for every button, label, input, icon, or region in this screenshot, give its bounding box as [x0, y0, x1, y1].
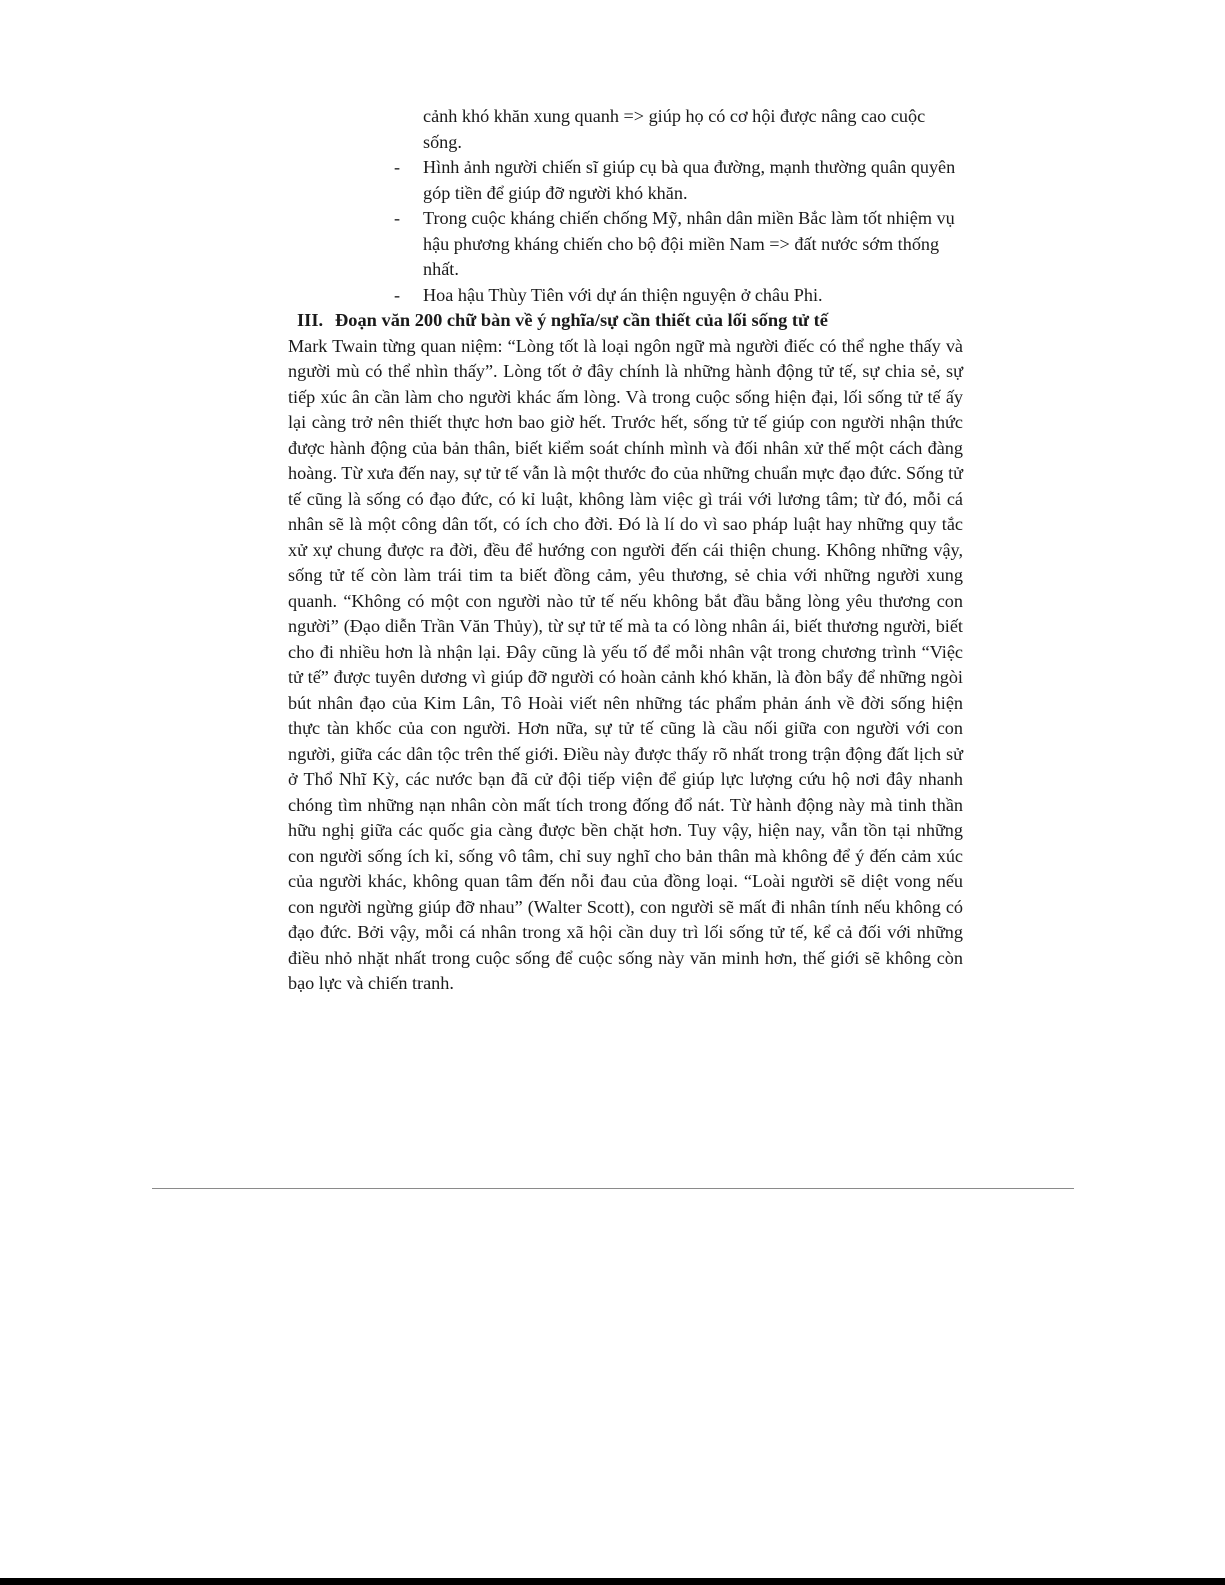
bullet-text: Hình ảnh người chiến sĩ giúp cụ bà qua đường, mạnh thường quân quyên góp tiền để giúp đỡ người khó khăn.	[423, 157, 956, 203]
section-number: III.	[297, 310, 324, 330]
bullet-item-resistance	[394, 206, 963, 283]
bullet-text: cảnh khó khăn xung quanh => giúp họ có cơ hội được nâng cao cuộc sống.	[423, 106, 926, 152]
bullet-dash: -	[394, 284, 401, 305]
bullet-dash: -	[394, 208, 401, 228]
example-bullet-list	[288, 104, 963, 308]
body-paragraph: Mark Twain từng quan niệm: “Lòng tốt là loại ngôn ngữ mà người điếc có thể nghe thấy và người mù có thể nhìn thấy”. Lòng tốt ở đây chính là những hành động tử tế, sự chia sẻ, sự tiếp xúc ân cần làm cho người khác ấm lòng. Và trong cuộc sống hiện đại, lối sống tử tế ấy lại càng trở nên thiết thực hơn bao giờ hết. Trước hết, sống tử tế giúp con người nhận thức được hành động của bản thân, biết kiểm soát chính mình và đối nhân xử thế một cách đàng hoàng. Từ xưa đến nay, sự tử tế vẫn là một thước đo của những chuẩn mực đạo đức. Sống tử tế cũng là sống có đạo đức, có kỉ luật, không làm việc gì trái với lương tâm; từ đó, mỗi cá nhân sẽ là một công dân tốt, có ích cho đời. Đó là lí do vì sao pháp luật hay những quy tắc xử xự chung được ra đời, đều để hướng con người đến cái thiện chung. Không những vậy, sống tử tế còn làm trái tim ta biết đồng cảm, yêu thương, sẻ chia với những người xung quanh. “Không có một con người nào tử tế nếu không bắt đầu bằng lòng yêu thương con người” (Đạo diễn Trần Văn Thủy), từ sự tử tế mà ta có lòng nhân ái, biết thương người, biết cho đi nhiều hơn là nhận lại. Đây cũng là yếu tố để mỗi nhân vật trong chương trình “Việc tử tế” được tuyên dương vì giúp đỡ người có hoàn cảnh khó khăn, là đòn bẩy để những ngòi bút nhân đạo của Kim Lân, Tô Hoài viết nên những tác phẩm phản ánh về đời sống hiện thực tàn khốc của con người. Hơn nữa, sự tử tế cũng là cầu nối giữa con người với con người, giữa các dân tộc trên thế giới. Điều này được thấy rõ nhất trong trận động đất lịch sử ở Thổ Nhĩ Kỳ, các nước bạn đã cử đội tiếp viện để giúp lực lượng cứu hộ nơi đây nhanh chóng tìm những nạn nhân còn mất tích trong đống đổ nát. Từ hành động này mà tinh thần hữu nghị giữa các quốc gia càng được bền chặt hơn. Tuy vậy, hiện nay, vẫn tồn tại những con người sống ích kỉ, sống vô tâm, chỉ suy nghĩ cho bản thân mà không để ý đến cảm xúc của người khác, không quan tâm đến nỗi đau của đồng loại. “Loài người sẽ diệt vong nếu con người ngừng giúp đỡ nhau” (Walter Scott), con người sẽ mất đi nhân tính nếu không có đạo đức. Bởi vậy, mỗi cá nhân trong xã hội cần duy trì lối sống tử tế, kể cả đối với những điều nhỏ nhặt nhất trong cuộc sống để cuộc sống này văn minh hơn, thế giới sẽ không còn bạo lực và chiến tranh.	[288, 335, 963, 993]
bullet-item-miss-vietnam	[394, 283, 963, 309]
page-divider	[152, 1188, 1074, 1189]
section-title: Đoạn văn 200 chữ bàn về ý nghĩa/sự cần thiết của lối sống tử tế	[335, 310, 828, 330]
bullet-text: Trong cuộc kháng chiến chống Mỹ, nhân dân miền Bắc làm tốt nhiệm vụ hậu phương kháng chiến cho bộ đội miền Nam => đất nước sớm thống nhất.	[423, 208, 955, 279]
section-heading	[288, 308, 963, 334]
bullet-dash: -	[394, 157, 401, 177]
bullet-text: Hoa hậu Thùy Tiên với dự án thiện nguyện ở châu Phi.	[423, 284, 823, 305]
page-bottom-edge	[0, 1578, 1225, 1585]
bullet-item-soldier	[394, 155, 963, 206]
document-page-content	[288, 104, 963, 997]
bullet-item-continued	[423, 104, 963, 155]
